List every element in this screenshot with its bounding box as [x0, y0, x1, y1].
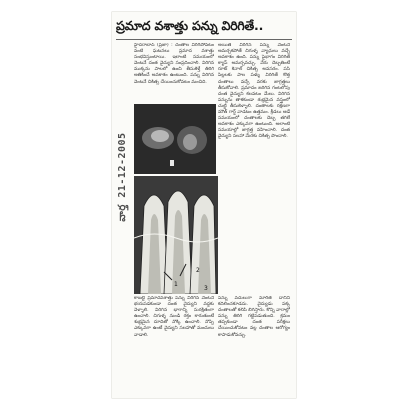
tooth-photo — [134, 104, 216, 174]
dateline — [113, 102, 133, 252]
diagram-label-3: 3 — [204, 285, 208, 292]
photo-highlight-left — [151, 130, 169, 142]
photo-highlight-right — [183, 134, 197, 150]
tooth-diagram — [134, 176, 218, 294]
column-left-top: హైదరాబాద్ (ప్రజా) : దంతాల విరిగిపోవటం వంటి ఘటనలు ప్రమాద వశాత్తు సంభవిస్తుంటాయి. ఇలాంటి సమయంలో వెంటనే దంత వైద్యుని సంప్రదించాలి. విరిగిన ముక్కను పాలలో ఉంచి తీసుకెళ్తే తిరిగి అతికించే అవకాశం ఉంటుంది. పన్ను విరిగిన వెంటనే చికిత్స చేయించుకోవటం మంచిది. — [134, 43, 214, 85]
headline-rule — [116, 39, 292, 40]
column-right: అయితే విరిగిన పన్ను వెంటనే అమర్చకపోతే చిగుళ్ళ వ్యాధులు వచ్చే అవకాశం ఉంది. పన్ను పైభాగం విరిగితే క్యాప్ అమర్చవచ్చు. వేరు దెబ్బతింటే రూట్ కెనాల్ చికిత్స అవసరం. పసి పిల్లలకు పాల పళ్ళు విరిగితే కొత్త దంతాలు వచ్చే వరకు జాగ్రత్తలు తీసుకోవాలి. ప్రమాదం జరిగిన గంటలోపు దంత వైద్యుని కలవటం మేలు. విరిగిన పన్నును తాకకుండా శుభ్రమైన వస్త్రంలో చుట్టి తీసుకెళ్ళాలి. దంతాలకు రక్షణగా మౌత్ గార్డ్ వాడటం ఉత్తమం. క్రీడలు ఆడే సమయంలో దంతాలకు దెబ్బ తగిలే అవకాశం ఎక్కువగా ఉంటుంది. అలాంటి సమయాల్లో జాగ్రత్త వహించాలి. దంత వైద్యుని సలహా మేరకు చికిత్స పొందాలి. — [218, 43, 290, 140]
column-right-bottom: పన్ను వదులుగా మారితే దానిని కదిలించకూడదు. వైద్యుడు పక్క దంతాలతో కలిపి బిగిస్తారు. కొన్ని వారాల్లో పన్ను తిరిగి గట్టిపడుతుంది. క్రమం తప్పకుండా దంత పరీక్షలు చేయించుకోవటం వల్ల దంతాల ఆరోగ్యం కాపాడుకోవచ్చు. — [218, 296, 290, 338]
diagram-label-2: 2 — [196, 267, 200, 274]
newspaper-clipping — [112, 12, 296, 398]
dateline-text: వార్త 21-12-2005 — [117, 132, 128, 222]
diagram-label-1: 1 — [174, 281, 178, 288]
column-left-bottom: కాబట్టి ప్రమాదవశాత్తు పన్ను విరిగిన వెంటనే భయపడకుండా దంత వైద్యుని వద్దకు వెళ్ళాలి. విరిగిన భాగాన్ని సురక్షితంగా ఉంచాలి. చిగుళ్ళ నుండి రక్తం కారుతుంటే శుభ్రమైన దూదితో నొక్కి ఉంచాలి. నొప్పి ఎక్కువగా ఉంటే వైద్యుని సలహాతో మందులు వాడాలి. — [134, 296, 214, 338]
photo-fracture-mark — [170, 160, 174, 166]
article-headline: ప్రమాద వశాత్తు పన్ను విరిగితే.. — [116, 18, 264, 33]
